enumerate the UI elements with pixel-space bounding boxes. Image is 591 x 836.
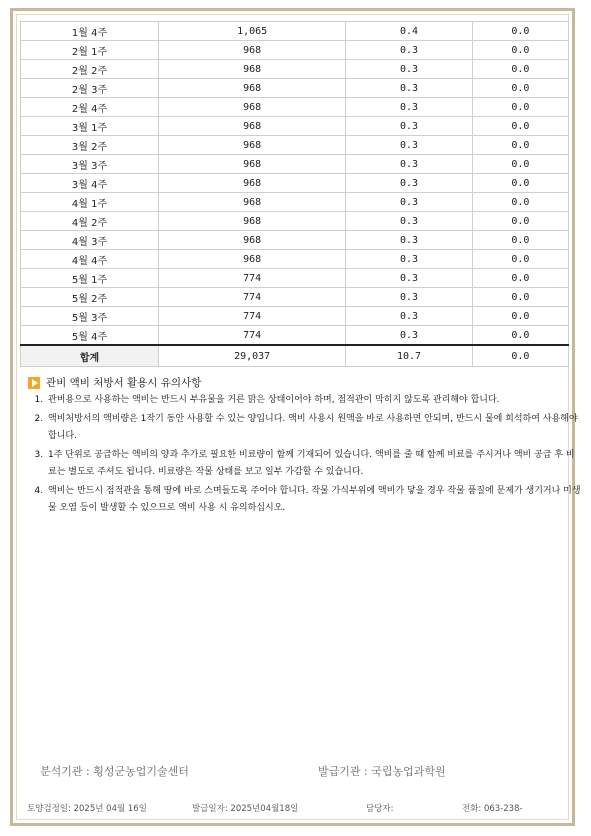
value-cell: 774: [159, 269, 346, 288]
value-cell: 0.3: [346, 174, 473, 193]
value-cell: 0.0: [472, 288, 568, 307]
note-item: 1. 관비용으로 사용하는 액비는 반드시 부유물을 거른 맑은 상태이어야 하며, 점적관이 막히지 않도록 관리해야 합니다.: [46, 392, 583, 409]
value-cell: 0.0: [472, 231, 568, 250]
row-label-cell: 합계: [21, 345, 159, 367]
test-date: 토양검정일: 2025년 04월 16일: [27, 804, 147, 814]
value-cell: 0.3: [346, 326, 473, 346]
table-row: [21, 41, 569, 60]
table-row: [21, 269, 569, 288]
value-cell: 0.0: [472, 269, 568, 288]
manager: 담당자:: [366, 804, 394, 814]
row-label-cell: 5월 2주: [21, 288, 159, 307]
value-cell: 0.0: [472, 117, 568, 136]
value-cell: 0.3: [346, 60, 473, 79]
value-cell: 0.0: [472, 326, 568, 346]
value-cell: 0.0: [472, 136, 568, 155]
play-bullet-icon: [28, 377, 40, 389]
value-cell: 0.0: [472, 250, 568, 269]
value-cell: 968: [159, 136, 346, 155]
table-row: [21, 193, 569, 212]
row-label-cell: 3월 2주: [21, 136, 159, 155]
value-cell: 0.0: [472, 193, 568, 212]
row-label-cell: 2월 1주: [21, 41, 159, 60]
note-item: 2. 액비처방서의 액비량은 1작기 동안 사용할 수 있는 양입니다. 액비 사용시 원액을 바로 사용하면 안되며, 반드시 물에 희석하여 사용해야 합니다.: [46, 411, 583, 445]
table-row: [21, 117, 569, 136]
table-row: [21, 326, 569, 346]
value-cell: 1,065: [159, 22, 346, 41]
value-cell: 774: [159, 307, 346, 326]
issue-date: 발급일자: 2025년04월18일: [192, 804, 299, 814]
value-cell: 0.3: [346, 250, 473, 269]
issuing-agency: 발급기관 : 국립농업과학원: [318, 765, 446, 778]
value-cell: 0.3: [346, 155, 473, 174]
row-label-cell: 3월 1주: [21, 117, 159, 136]
table-row: [21, 79, 569, 98]
value-cell: 968: [159, 174, 346, 193]
value-cell: 0.3: [346, 98, 473, 117]
notes-heading: [28, 375, 201, 390]
row-label-cell: 1월 4주: [21, 22, 159, 41]
value-cell: 0.3: [346, 212, 473, 231]
value-cell: 0.0: [472, 345, 568, 367]
value-cell: 968: [159, 117, 346, 136]
table-row: [21, 60, 569, 79]
value-cell: 968: [159, 250, 346, 269]
table-row: [21, 22, 569, 41]
note-item: 4. 액비는 반드시 점적관을 통해 땅에 바로 스며들도록 주어야 합니다. 작물 가식부위에 액비가 닿을 경우 작물 품질에 문제가 생기거나 미생물 오염 등이 발생할 수 있으므로 액비 사용 시 유의하십시오.: [46, 483, 583, 517]
total-row: [21, 345, 569, 367]
notes-title: 관비 액비 처방서 활용시 유의사항: [46, 377, 202, 389]
value-cell: 0.3: [346, 307, 473, 326]
value-cell: 0.0: [472, 79, 568, 98]
row-label-cell: 5월 3주: [21, 307, 159, 326]
row-label-cell: 2월 2주: [21, 60, 159, 79]
value-cell: 968: [159, 231, 346, 250]
value-cell: 0.3: [346, 231, 473, 250]
value-cell: 0.3: [346, 269, 473, 288]
value-cell: 0.0: [472, 155, 568, 174]
value-cell: 774: [159, 326, 346, 346]
value-cell: 0.0: [472, 41, 568, 60]
value-cell: 0.0: [472, 22, 568, 41]
row-label-cell: 4월 3주: [21, 231, 159, 250]
table-row: [21, 288, 569, 307]
value-cell: 0.0: [472, 98, 568, 117]
row-label-cell: 3월 3주: [21, 155, 159, 174]
value-cell: 10.7: [346, 345, 473, 367]
value-cell: 968: [159, 41, 346, 60]
table-row: [21, 136, 569, 155]
value-cell: 0.3: [346, 288, 473, 307]
value-cell: 968: [159, 98, 346, 117]
value-cell: 968: [159, 79, 346, 98]
note-item: 3. 1주 단위로 공급하는 액비의 양과 추가로 필요한 비료량이 함께 기재되어 있습니다. 액비를 줄 때 함께 비료를 주시거나 액비 공급 후 비료는 별도로 주셔도 됩니다. 비료량은 작물 상태를 보고 일부 가감할 수 있습니다.: [46, 447, 583, 481]
table-row: [21, 307, 569, 326]
value-cell: 29,037: [159, 345, 346, 367]
value-cell: 0.3: [346, 79, 473, 98]
table-row: [21, 212, 569, 231]
row-label-cell: 2월 3주: [21, 79, 159, 98]
value-cell: 968: [159, 60, 346, 79]
notes-list: [30, 392, 583, 519]
table-row: [21, 98, 569, 117]
row-label-cell: 4월 1주: [21, 193, 159, 212]
analysis-agency: 분석기관 : 횡성군농업기술센터: [40, 765, 189, 778]
weekly-fertilizer-table: [20, 21, 569, 367]
table-row: [21, 231, 569, 250]
phone: 전화: 063-238-: [462, 804, 523, 814]
table-row: [21, 155, 569, 174]
value-cell: 0.0: [472, 174, 568, 193]
value-cell: 0.3: [346, 117, 473, 136]
row-label-cell: 2월 4주: [21, 98, 159, 117]
row-label-cell: 5월 4주: [21, 326, 159, 346]
value-cell: 0.0: [472, 307, 568, 326]
value-cell: 0.0: [472, 212, 568, 231]
table-body: [21, 22, 569, 367]
row-label-cell: 5월 1주: [21, 269, 159, 288]
value-cell: 0.3: [346, 193, 473, 212]
value-cell: 0.3: [346, 41, 473, 60]
value-cell: 0.4: [346, 22, 473, 41]
value-cell: 0.0: [472, 60, 568, 79]
value-cell: 0.3: [346, 136, 473, 155]
value-cell: 774: [159, 288, 346, 307]
value-cell: 968: [159, 155, 346, 174]
table-row: [21, 250, 569, 269]
row-label-cell: 4월 4주: [21, 250, 159, 269]
value-cell: 968: [159, 212, 346, 231]
value-cell: 968: [159, 193, 346, 212]
row-label-cell: 4월 2주: [21, 212, 159, 231]
table-row: [21, 174, 569, 193]
row-label-cell: 3월 4주: [21, 174, 159, 193]
